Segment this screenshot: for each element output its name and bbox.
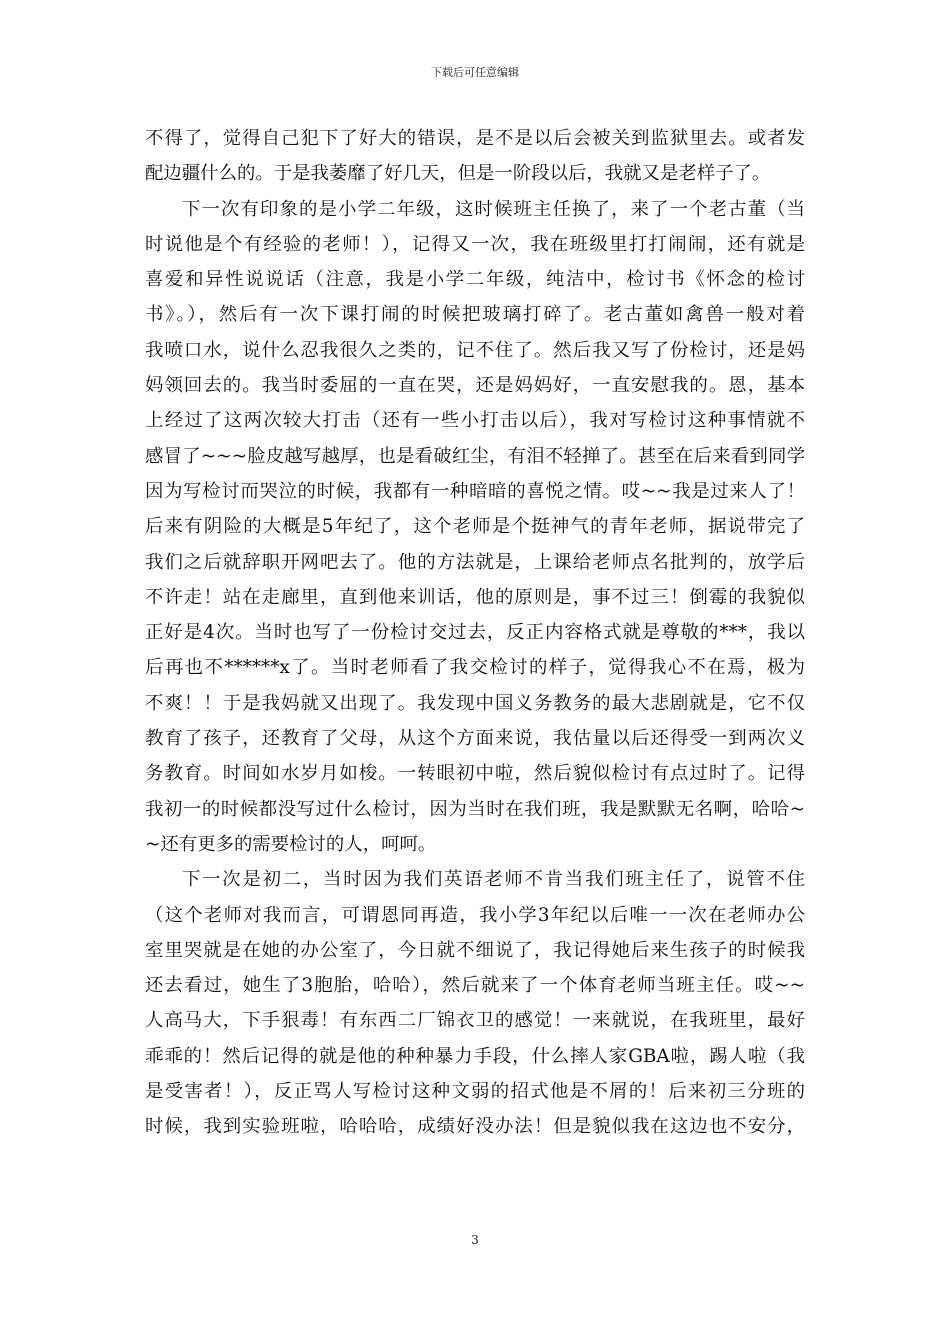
text-line: 正好是4次。当时也写了一份检讨交过去，反正内容格式就是尊敬的***，我以	[145, 622, 805, 644]
text-line: 我初一的时候都没写过什么检讨，因为当时在我们班，我是默默无名啊，哈哈~	[145, 798, 805, 820]
text-line: 不得了，觉得自己犯下了好大的错误，是不是以后会被关到监狱里去。或者发	[145, 128, 805, 149]
text-line: 配边疆什么的。于是我萎靡了好几天，但是一阶段以后，我就又是老样子了。	[145, 163, 771, 185]
text-line: 乖乖的！然后记得的就是他的种种暴力手段，什么摔人家GBA啦，踢人啦（我	[145, 1045, 805, 1067]
text-line: 时候，我到实验班啦，哈哈哈，成绩好没办法！但是貌似我在这边也不安分，	[145, 1116, 805, 1138]
text-line: 是受害者！），反正骂人写检讨这种文弱的招式他是不屑的！后来初三分班的	[145, 1081, 805, 1103]
text-line: （这个老师对我而言，可谓恩同再造，我小学3年纪以后唯一一次在老师办公	[145, 904, 805, 926]
text-line: 上经过了这两次较大打击（还有一些小打击以后），我对写检讨这种事情就不	[145, 410, 805, 432]
text-line: 我喷口水，说什么忍我很久之类的，记不住了。然后我又写了份检讨，还是妈	[145, 339, 805, 361]
text-line: 务教育。时间如水岁月如梭。一转眼初中啦，然后貌似检讨有点过时了。记得	[145, 763, 805, 785]
text-line: 后再也不******x了。当时老师看了我交检讨的样子，觉得我心不在焉，极为	[145, 657, 805, 679]
text-line: ~还有更多的需要检讨的人，呵呵。	[145, 833, 437, 855]
text-line: 人高马大，下手狠毒！有东西二厂锦衣卫的感觉！一来就说，在我班里，最好	[145, 1010, 805, 1032]
text-line: 喜爱和异性说说话（注意，我是小学二年级，纯洁中，检讨书《怀念的检讨	[145, 269, 805, 291]
text-line: 下一次是初二，当时因为我们英语老师不肯当我们班主任了，说管不住	[182, 869, 805, 891]
text-line: 不爽！！于是我妈就又出现了。我发现中国义务教务的最大悲剧就是，它不仅	[145, 692, 805, 714]
text-line: 感冒了~~~脸皮越写越厚，也是看破红尘，有泪不轻掸了。甚至在后来看到同学	[145, 445, 805, 467]
text-line: 妈领回去的。我当时委屈的一直在哭，还是妈妈好，一直安慰我的。恩，基本	[145, 375, 805, 397]
text-line: 时说他是个有经验的老师！），记得又一次，我在班级里打打闹闹，还有就是	[145, 233, 805, 255]
text-line: 不许走！站在走廊里，直到他来训话，他的原则是，事不过三！倒霉的我貌似	[145, 586, 805, 608]
text-line: 书》。），然后有一次下课打闹的时候把玻璃打碎了。老古董如禽兽一般对着	[145, 304, 805, 326]
page-number: 3	[471, 1233, 479, 1247]
text-line: 室里哭就是在她的办公室了，今日就不细说了，我记得她后来生孩子的时候我	[145, 939, 805, 961]
text-line: 后来有阴险的大概是5年纪了，这个老师是个挺神气的青年老师，据说带完了	[145, 516, 805, 538]
page-header: 下载后可任意编辑	[431, 66, 519, 79]
text-line: 下一次有印象的是小学二年级，这时候班主任换了，来了一个老古董（当	[182, 198, 805, 220]
text-line: 教育了孩子，还教育了父母，从这个方面来说，我估量以后还得受一到两次义	[145, 728, 805, 750]
document-body	[145, 121, 805, 1145]
text-line: 我们之后就辞职开网吧去了。他的方法就是，上课给老师点名批判的，放学后	[145, 551, 805, 573]
text-line: 因为写检讨而哭泣的时候，我都有一种暗暗的喜悦之情。哎~~我是过来人了！	[145, 480, 805, 502]
text-line: 还去看过，她生了3胞胎，哈哈），然后就来了一个体育老师当班主任。哎~~	[145, 975, 805, 997]
